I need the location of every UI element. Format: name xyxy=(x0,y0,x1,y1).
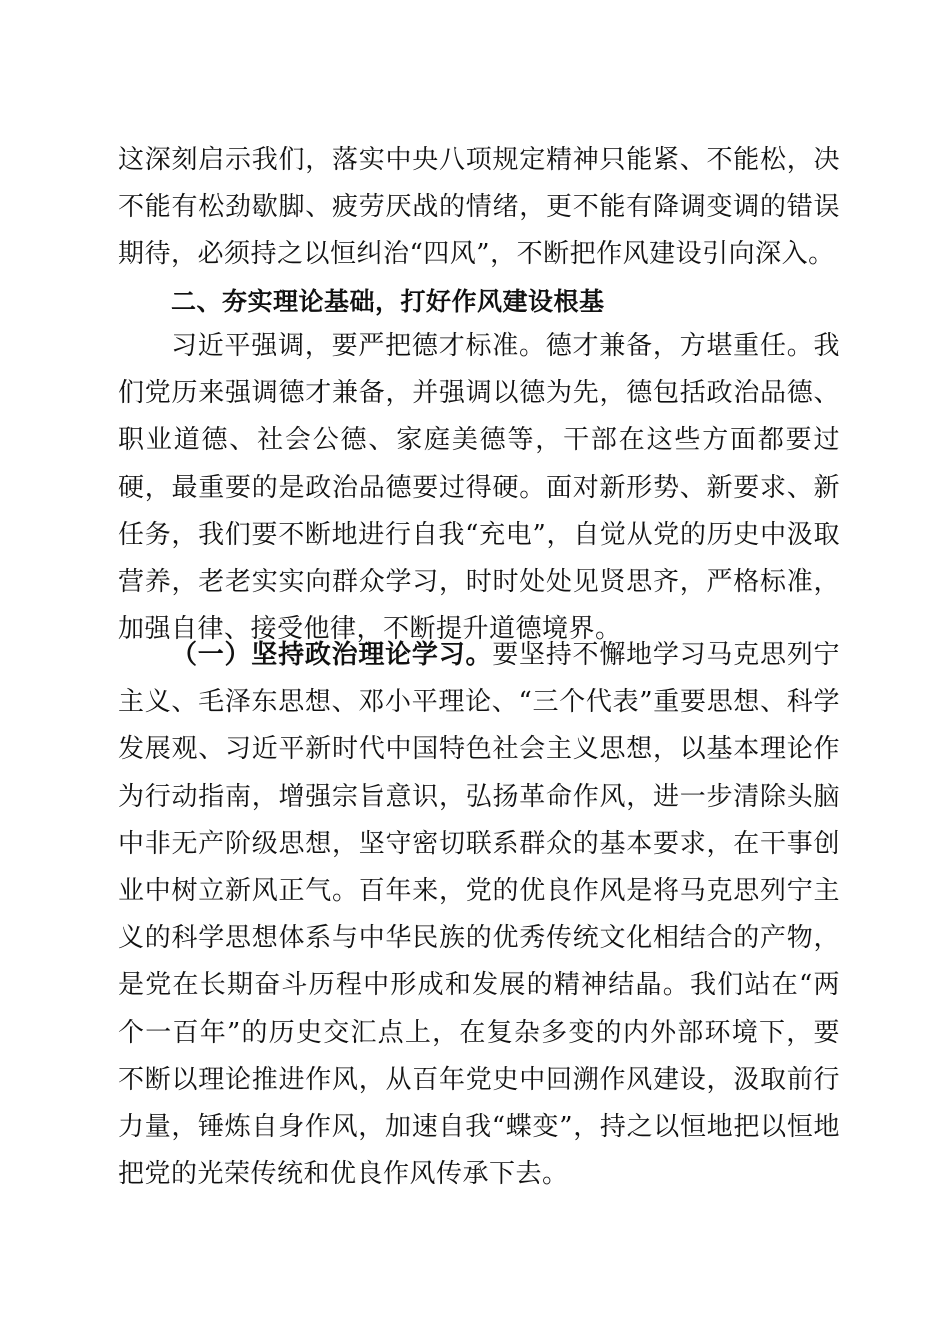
paragraph-continuation xyxy=(118,137,840,279)
section-heading-text: 二、夯实理论基础，打好作风建设根基 xyxy=(171,287,605,316)
paragraph-body: 要坚持不懈地学习马克思列宁主义、毛泽东思想、邓小平理论、“三个代表”重要思想、科学发展观、习近平新时代中国特色社会主义思想，以基本理论作为行动指南，增强宗旨意识，弘扬革命作风，进一步清除头脑中非无产阶级思想，坚守密切联系群众的基本要求，在干事创业中树立新风正气。百年来，党的优良作风是将马克思列宁主义的科学思想体系与中华民族的优秀传统文化相结合的产物，是党在长期奋斗历程中形成和发展的精神结晶。我们站在“两个一百年”的历史交汇点上，在复杂多变的内外部环境下，要不断以理论推进作风，从百年党史中回溯作风建设，汲取前行力量，锤炼自身作风，加速自我“蝶变”，持之以恒地把以恒地把党的光荣传统和优良作风传承下去。 xyxy=(118,640,840,1190)
paragraph-de-cai xyxy=(118,323,840,653)
paragraph-text: 习近平强调，要严把德才标准。德才兼备，方堪重任。我们党历来强调德才兼备，并强调以德为先，德包括政治品德、职业道德、社会公德、家庭美德等，干部在这些方面都要过硬，最重要的是政治品德要过得硬。面对新形势、新要求、新任务，我们要不断地进行自我“充电”，自觉从党的历史中汲取营养，老老实实向群众学习，时时处处见贤思齐，严格标准，加强自律、接受他律，不断提升道德境界。 xyxy=(118,331,840,645)
subsection-lead: （一）坚持政治理论学习。 xyxy=(171,640,493,670)
paragraph-text xyxy=(118,632,840,1198)
paragraph-text: 这深刻启示我们，落实中央八项规定精神只能紧、不能松，决不能有松劲歇脚、疲劳厌战的情绪，更不能有降调变调的错误期待，必须持之以恒纠治“四风”，不断把作风建设引向深入。 xyxy=(118,145,840,270)
paragraph-political-theory xyxy=(118,632,840,1198)
section-heading xyxy=(118,278,840,325)
